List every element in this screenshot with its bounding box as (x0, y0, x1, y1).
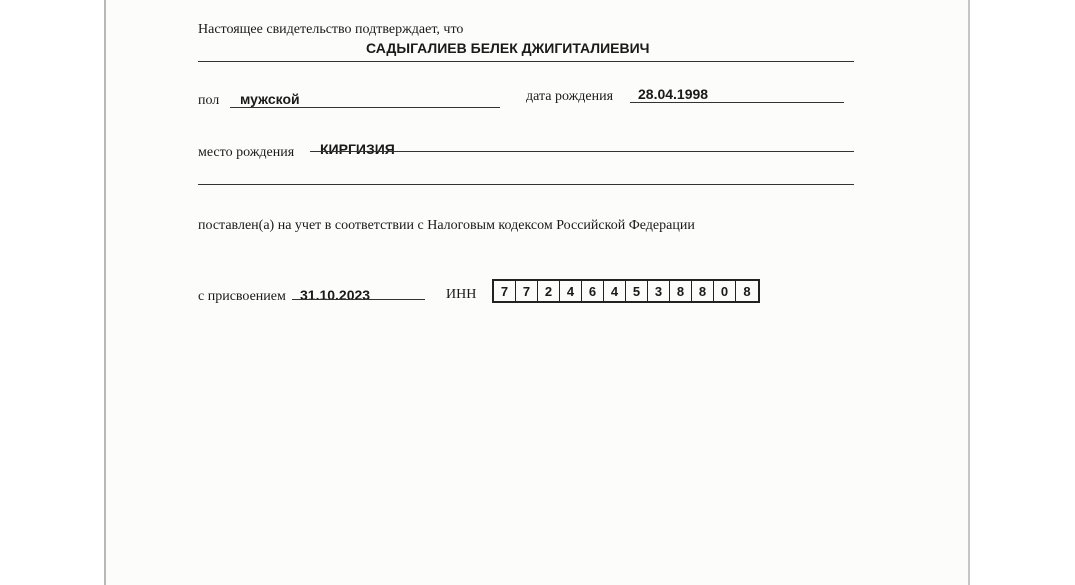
inn-digit: 7 (516, 281, 538, 301)
inn-digit: 7 (494, 281, 516, 301)
assigned-date-value: 31.10.2023 (300, 287, 371, 303)
inn-label: ИНН (446, 287, 477, 302)
inn-digit: 3 (648, 281, 670, 301)
sex-label: пол (198, 93, 220, 108)
dob-label: дата рождения (526, 89, 614, 104)
birthplace-underline-2 (198, 184, 854, 185)
inn-digit: 4 (604, 281, 626, 301)
registered-text: поставлен(а) на учет в соответствии с Налоговым кодексом Российской Федерации (198, 218, 695, 233)
sex-underline (230, 107, 500, 108)
sex-value: мужской (240, 91, 300, 107)
inn-digit: 6 (582, 281, 604, 301)
intro-text: Настоящее свидетельство подтверждает, что (198, 22, 464, 37)
assigned-label: с присвоением (198, 289, 286, 304)
dob-value: 28.04.1998 (638, 86, 709, 102)
inn-digit: 2 (538, 281, 560, 301)
full-name-value: САДЫГАЛИЕВ БЕЛЕК ДЖИГИТАЛИЕВИЧ (366, 40, 650, 56)
certificate-page (104, 0, 970, 585)
inn-digit: 8 (743, 283, 751, 299)
inn-digit: 5 (626, 281, 648, 301)
inn-digit: 0 (714, 281, 736, 301)
inn-digit: 4 (560, 281, 582, 301)
inn-digit: 8 (670, 281, 692, 301)
birthplace-underline (310, 151, 854, 152)
birthplace-value: КИРГИЗИЯ (320, 141, 395, 157)
birthplace-label: место рождения (198, 145, 295, 160)
assigned-underline (292, 299, 425, 300)
dob-underline (630, 102, 844, 103)
full-name-underline (198, 61, 854, 62)
inn-digit: 8 (692, 281, 714, 301)
inn-boxes (492, 279, 760, 303)
